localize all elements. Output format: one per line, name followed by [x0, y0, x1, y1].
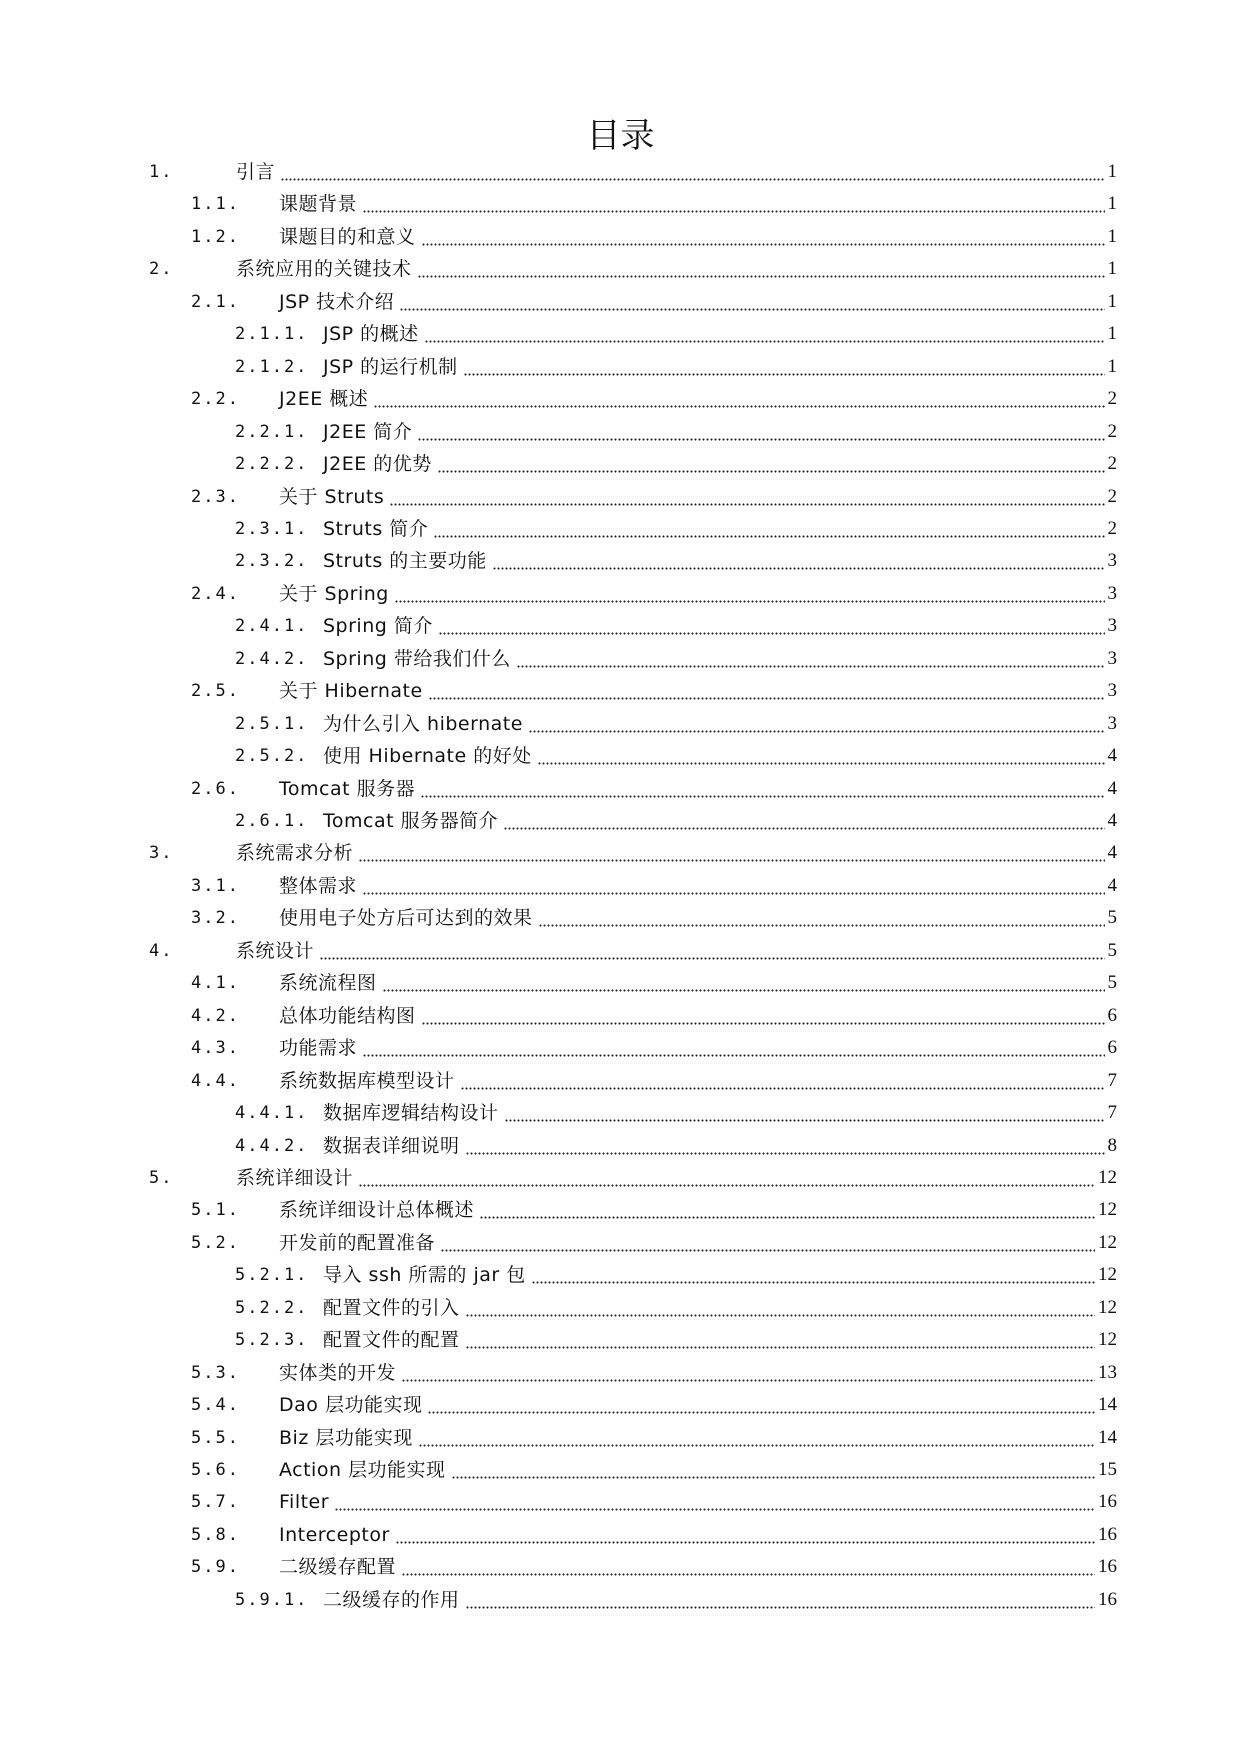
- toc-dot-leader: [466, 1130, 1105, 1162]
- toc-entry-title: Action 层功能实现: [279, 1459, 446, 1481]
- toc-entry-title: JSP 的运行机制: [323, 355, 458, 378]
- toc-dot-leader: [418, 253, 1105, 285]
- toc-entry-number: 2.5.: [191, 681, 240, 702]
- toc-entry-number: 3.1.: [191, 875, 240, 896]
- toc-entry[interactable]: [0, 1357, 1117, 1389]
- toc-entry-page-number: 4: [1107, 745, 1117, 767]
- toc-dot-leader: [335, 1486, 1095, 1518]
- toc-dot-leader: [452, 1454, 1095, 1486]
- toc-dot-leader: [425, 318, 1105, 350]
- toc-entry-number: 2.4.: [191, 583, 240, 604]
- toc-dot-leader: [400, 286, 1104, 318]
- toc-entry-page-number: 5: [1107, 907, 1117, 929]
- toc-entry[interactable]: [0, 1454, 1117, 1486]
- toc-dot-leader: [466, 1292, 1095, 1324]
- toc-entry[interactable]: [0, 967, 1117, 999]
- toc-entry-number: 3.: [149, 843, 174, 864]
- toc-entry[interactable]: [0, 253, 1117, 285]
- toc-entry-number: 2.6.1.: [235, 811, 309, 831]
- toc-dot-leader: [464, 351, 1105, 383]
- toc-entry[interactable]: [0, 1097, 1117, 1129]
- toc-entry-title: 实体类的开发: [279, 1361, 397, 1384]
- toc-entry-number: 5.2.: [191, 1232, 240, 1253]
- toc-entry-title: 系统数据库模型设计: [279, 1069, 455, 1092]
- toc-entry[interactable]: [0, 351, 1117, 383]
- toc-entry-title: Struts 的主要功能: [323, 550, 487, 573]
- toc-entry-number: 2.3.1.: [235, 518, 309, 539]
- toc-entry-page-number: 1: [1107, 355, 1117, 377]
- toc-entry[interactable]: [0, 578, 1117, 610]
- toc-entry-title: 使用 Hibernate 的好处: [323, 745, 532, 768]
- toc-entry-page-number: 14: [1098, 1426, 1117, 1448]
- toc-dot-leader: [395, 578, 1105, 610]
- toc-entry-number: 2.6.: [191, 778, 240, 799]
- toc-entry[interactable]: [0, 1130, 1117, 1162]
- page-title: 目录: [586, 116, 655, 156]
- toc-entry-number: 2.2.1.: [235, 421, 309, 442]
- toc-entry-title: 课题背景: [279, 193, 358, 216]
- toc-dot-leader: [359, 1162, 1095, 1194]
- toc-entry-number: 5.2.1.: [235, 1265, 309, 1286]
- toc-entry-title: 导入 ssh 所需的 jar 包: [323, 1264, 526, 1287]
- toc-entry-page-number: 2: [1107, 420, 1117, 442]
- toc-entry-title: 关于 Spring: [279, 582, 389, 605]
- toc-entry-title: J2EE 简介: [323, 420, 413, 443]
- toc-entry-number: 1.: [149, 162, 174, 182]
- toc-entry-number: 1.2.: [191, 226, 240, 247]
- toc-entry-title: Filter: [279, 1491, 330, 1514]
- toc-entry[interactable]: [0, 1259, 1117, 1291]
- toc-entry-number: 3.2.: [191, 908, 240, 929]
- toc-entry-title: 总体功能结构图: [279, 1004, 416, 1027]
- toc-entry-page-number: 12: [1098, 1231, 1117, 1253]
- toc-entry-title: 课题目的和意义: [279, 225, 416, 248]
- toc-entry-page-number: 16: [1098, 1491, 1117, 1513]
- toc-dot-leader: [532, 1259, 1095, 1291]
- toc-dot-leader: [505, 1097, 1105, 1129]
- toc-entry-number: 5.4.: [191, 1395, 240, 1416]
- toc-dot-leader: [383, 967, 1105, 999]
- toc-entry-title: 二级缓存的作用: [323, 1588, 460, 1611]
- toc-dot-leader: [281, 156, 1104, 188]
- toc-entry-page-number: 12: [1098, 1296, 1117, 1318]
- toc-dot-leader: [466, 1324, 1095, 1356]
- toc-entry[interactable]: [0, 318, 1117, 350]
- toc-entry-number: 4.: [149, 940, 174, 961]
- toc-dot-leader: [363, 870, 1104, 902]
- toc-entry-number: 2.4.1.: [235, 616, 309, 637]
- toc-entry-title: Tomcat 服务器简介: [323, 810, 499, 832]
- toc-entry-number: 2.3.: [191, 486, 240, 507]
- toc-entry-number: 5.1.: [191, 1200, 240, 1221]
- toc-entry-title: J2EE 的优势: [323, 453, 432, 476]
- toc-dot-leader: [529, 708, 1105, 740]
- toc-entry-page-number: 4: [1107, 777, 1117, 799]
- toc-entry-title: 数据表详细说明: [323, 1134, 460, 1157]
- toc-entry[interactable]: [0, 416, 1117, 448]
- toc-entry[interactable]: [0, 1227, 1117, 1259]
- toc-entry[interactable]: [0, 1065, 1117, 1097]
- toc-entry-number: 2.3.2.: [235, 551, 309, 572]
- toc-entry[interactable]: [0, 481, 1117, 513]
- toc-entry-page-number: 2: [1107, 453, 1117, 475]
- toc-entry-title: 引言: [236, 161, 276, 183]
- toc-dot-leader: [359, 837, 1104, 869]
- toc-entry-page-number: 1: [1107, 258, 1117, 280]
- toc-entry-number: 5.3.: [191, 1362, 240, 1383]
- toc-entry-page-number: 12: [1098, 1329, 1117, 1351]
- toc-entry-title: Struts 简介: [323, 517, 429, 540]
- toc-entry-page-number: 16: [1098, 1523, 1117, 1545]
- toc-entry-title: JSP 的概述: [323, 323, 419, 346]
- toc-entry-title: J2EE 概述: [279, 388, 369, 411]
- toc-entry-title: 系统设计: [236, 939, 315, 962]
- toc-entry-title: 系统应用的关键技术: [236, 258, 412, 281]
- toc-entry-number: 2.1.: [191, 291, 240, 312]
- toc-entry-page-number: 12: [1098, 1264, 1117, 1286]
- toc-entry-number: 4.4.2.: [235, 1135, 309, 1156]
- toc-entry-title: Spring 简介: [323, 615, 433, 638]
- toc-entry-page-number: 15: [1098, 1459, 1117, 1480]
- toc-entry-title: 开发前的配置准备: [279, 1231, 436, 1254]
- toc-entry-title: 配置文件的配置: [323, 1329, 460, 1352]
- toc-entry-page-number: 7: [1107, 1069, 1117, 1091]
- toc-entry-number: 5.: [149, 1167, 174, 1188]
- toc-entry-page-number: 5: [1107, 972, 1117, 994]
- toc-entry[interactable]: [0, 1422, 1117, 1454]
- toc-dot-leader: [493, 545, 1105, 577]
- toc-entry-page-number: 1: [1107, 161, 1117, 182]
- toc-entry-title: 关于 Struts: [279, 485, 385, 508]
- toc-entry-page-number: 2: [1107, 485, 1117, 507]
- toc-entry-page-number: 7: [1107, 1102, 1117, 1124]
- toc-entry[interactable]: [0, 1324, 1117, 1356]
- toc-entry-number: 1.1.: [191, 194, 240, 215]
- toc-entry-title: Interceptor: [279, 1523, 390, 1546]
- toc-entry-number: 5.8.: [191, 1524, 240, 1545]
- toc-entry-page-number: 2: [1107, 388, 1117, 410]
- toc-dot-leader: [418, 416, 1104, 448]
- toc-dot-leader: [434, 513, 1104, 545]
- toc-entry-number: 4.1.: [191, 973, 240, 994]
- toc-entry-page-number: 3: [1107, 680, 1117, 702]
- toc-entry-title: Biz 层功能实现: [279, 1426, 413, 1449]
- toc-entry-page-number: 5: [1107, 939, 1117, 961]
- toc-entry-page-number: 4: [1107, 842, 1117, 864]
- toc-entry-title: 配置文件的引入: [323, 1296, 460, 1319]
- toc-entry[interactable]: [0, 708, 1117, 740]
- toc-dot-leader: [320, 935, 1104, 967]
- toc-entry[interactable]: [0, 773, 1117, 805]
- toc-entry[interactable]: [0, 1486, 1117, 1518]
- toc-entry[interactable]: [0, 610, 1117, 642]
- toc-entry[interactable]: [0, 1000, 1117, 1032]
- toc-dot-leader: [402, 1551, 1095, 1583]
- toc-entry[interactable]: [0, 383, 1117, 415]
- toc-entry[interactable]: [0, 448, 1117, 480]
- toc-entry-title: Dao 层功能实现: [279, 1394, 423, 1417]
- toc-entry-title: 系统详细设计: [236, 1166, 354, 1189]
- toc-dot-leader: [517, 643, 1105, 675]
- toc-entry-page-number: 1: [1107, 290, 1117, 312]
- toc-dot-leader: [422, 221, 1105, 253]
- toc-entry-page-number: 2: [1107, 517, 1117, 539]
- toc-entry-number: 5.9.: [191, 1557, 240, 1578]
- toc-entry-number: 2.: [149, 259, 174, 280]
- toc-entry-page-number: 1: [1107, 225, 1117, 247]
- toc-entry-page-number: 4: [1107, 810, 1117, 831]
- toc-entry[interactable]: [0, 935, 1117, 967]
- toc-dot-leader: [363, 1032, 1104, 1064]
- toc-entry[interactable]: [0, 188, 1117, 220]
- toc-entry-page-number: 16: [1098, 1588, 1117, 1610]
- toc-entry-page-number: 3: [1107, 712, 1117, 734]
- toc-dot-leader: [421, 773, 1104, 805]
- toc-entry-page-number: 13: [1098, 1361, 1117, 1383]
- toc-dot-leader: [363, 188, 1104, 220]
- toc-dot-leader: [422, 1000, 1105, 1032]
- toc-dot-leader: [402, 1357, 1095, 1389]
- toc-dot-leader: [539, 902, 1105, 934]
- toc-entry[interactable]: [0, 1194, 1117, 1226]
- toc-entry-page-number: 12: [1098, 1199, 1117, 1221]
- toc-dot-leader: [419, 1422, 1095, 1454]
- toc-entry[interactable]: [0, 545, 1117, 577]
- toc-entry-title: 使用电子处方后可达到的效果: [279, 907, 533, 930]
- toc-dot-leader: [429, 675, 1105, 707]
- toc-entry-title: 二级缓存配置: [279, 1556, 397, 1579]
- toc-dot-leader: [441, 1227, 1095, 1259]
- toc-entry-page-number: 6: [1107, 1037, 1117, 1059]
- toc-dot-leader: [538, 740, 1105, 772]
- toc-entry[interactable]: [0, 513, 1117, 545]
- toc-entry[interactable]: [0, 1519, 1117, 1551]
- toc-entry[interactable]: [0, 1584, 1117, 1616]
- toc-entry[interactable]: [0, 643, 1117, 675]
- toc-entry-title: 整体需求: [279, 874, 358, 897]
- toc-entry-title: Spring 带给我们什么: [323, 647, 511, 670]
- toc-entry-number: 2.1.1.: [235, 324, 309, 345]
- toc-entry[interactable]: [0, 870, 1117, 902]
- toc-entry-number: 2.2.: [191, 389, 240, 410]
- toc-entry[interactable]: [0, 1389, 1117, 1421]
- toc-entry-title: 数据库逻辑结构设计: [323, 1102, 499, 1125]
- toc-entry-title: 系统详细设计总体概述: [279, 1199, 475, 1222]
- toc-entry[interactable]: [0, 1162, 1117, 1194]
- toc-entry-page-number: 3: [1107, 550, 1117, 572]
- toc-entry-page-number: 1: [1107, 193, 1117, 215]
- toc-entry-page-number: 6: [1107, 1004, 1117, 1026]
- toc-entry[interactable]: [0, 902, 1117, 934]
- toc-entry[interactable]: [0, 1292, 1117, 1324]
- toc-entry-page-number: 8: [1107, 1134, 1117, 1156]
- toc-entry-number: 2.5.2.: [235, 746, 309, 767]
- toc-entry-page-number: 4: [1107, 874, 1117, 896]
- toc-entry-title: 为什么引入 hibernate: [323, 712, 523, 735]
- toc-dot-leader: [438, 448, 1105, 480]
- toc-entry[interactable]: [0, 1032, 1117, 1064]
- toc-entry-page-number: 3: [1107, 647, 1117, 669]
- toc-entry-number: 4.2.: [191, 1005, 240, 1026]
- toc-dot-leader: [374, 383, 1104, 415]
- toc-entry[interactable]: [0, 156, 1117, 188]
- toc-dot-leader: [428, 1389, 1095, 1421]
- toc-entry-title: 系统流程图: [279, 972, 377, 995]
- toc-entry[interactable]: [0, 286, 1117, 318]
- toc-entry-number: 4.3.: [191, 1038, 240, 1059]
- toc-entry[interactable]: [0, 740, 1117, 772]
- toc-entry-number: 5.2.3.: [235, 1330, 309, 1351]
- toc-entry[interactable]: [0, 837, 1117, 869]
- toc-entry-number: 5.7.: [191, 1492, 240, 1513]
- toc-entry[interactable]: [0, 675, 1117, 707]
- toc-entry[interactable]: [0, 805, 1117, 837]
- toc-entry-page-number: 3: [1107, 615, 1117, 637]
- toc-dot-leader: [461, 1065, 1105, 1097]
- toc-entry-number: 4.4.1.: [235, 1103, 309, 1124]
- toc-entry-number: 4.4.: [191, 1070, 240, 1091]
- toc-entry[interactable]: [0, 1551, 1117, 1583]
- toc-entry-number: 5.9.1.: [235, 1589, 309, 1610]
- toc-entry[interactable]: [0, 221, 1117, 253]
- toc-entry-number: 5.6.: [191, 1460, 240, 1480]
- toc-entry-title: 系统需求分析: [236, 842, 354, 865]
- toc-dot-leader: [504, 805, 1104, 837]
- toc-entry-page-number: 12: [1098, 1166, 1117, 1188]
- toc-entry-number: 2.2.2.: [235, 454, 309, 475]
- table-of-contents: [0, 156, 1241, 1636]
- toc-entry-number: 2.4.2.: [235, 648, 309, 669]
- toc-entry-number: 2.5.1.: [235, 713, 309, 734]
- toc-entry-number: 2.1.2.: [235, 356, 309, 377]
- toc-dot-leader: [466, 1584, 1095, 1616]
- toc-entry-page-number: 3: [1107, 582, 1117, 604]
- toc-entry-page-number: 14: [1098, 1394, 1117, 1416]
- toc-entry-title: 关于 Hibernate: [279, 680, 423, 703]
- toc-dot-leader: [390, 481, 1104, 513]
- toc-entry-page-number: 1: [1107, 323, 1117, 345]
- toc-dot-leader: [396, 1519, 1095, 1551]
- toc-entry-title: JSP 技术介绍: [279, 290, 395, 313]
- toc-entry-page-number: 16: [1098, 1556, 1117, 1578]
- toc-entry-number: 5.2.2.: [235, 1297, 309, 1318]
- toc-entry-number: 5.5.: [191, 1427, 240, 1448]
- toc-entry-title: 功能需求: [279, 1037, 358, 1060]
- toc-dot-leader: [439, 610, 1105, 642]
- toc-entry-title: Tomcat 服务器: [279, 777, 416, 800]
- toc-dot-leader: [480, 1194, 1095, 1226]
